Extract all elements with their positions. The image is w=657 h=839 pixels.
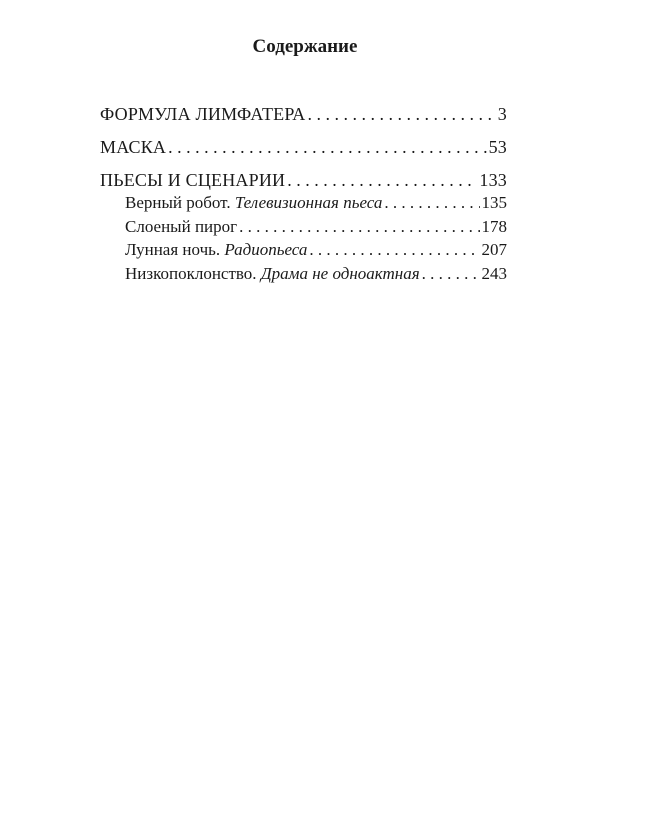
- toc-subentry-title: Верный робот. Телевизионная пьеса: [125, 193, 383, 212]
- dot-leader: [384, 191, 479, 215]
- toc-entry-maska: [100, 136, 507, 158]
- toc-entry-page: 3: [497, 104, 507, 124]
- toc-entry-title: ПЬЕСЫ И СЦЕНАРИИ: [100, 170, 286, 190]
- toc-subentry-nizkopoklonstvo: [100, 262, 507, 286]
- dot-leader: [422, 262, 480, 286]
- toc-subentry-verny-robot: [100, 191, 507, 215]
- dot-leader: [307, 103, 495, 125]
- dot-leader: [309, 238, 479, 262]
- toc-entry-title: МАСКА: [100, 137, 167, 157]
- toc-subentry-sloeny-pirog: [100, 215, 507, 239]
- toc-subentry-page: 135: [481, 193, 507, 212]
- dot-leader: [168, 136, 486, 158]
- dot-leader: [239, 215, 479, 239]
- toc-subentry-title: Слоеный пирог: [125, 216, 238, 236]
- toc-subentry-page: 207: [481, 240, 507, 259]
- toc-entry-formula-limfatera: [100, 103, 507, 125]
- toc-entry-page: 53: [488, 137, 507, 157]
- toc-subentry-genre: Радиопьеса: [224, 240, 308, 259]
- toc-subentry-title: Низкопоклонство. Драма не одноактная: [125, 263, 420, 283]
- toc-subentry-genre: Телевизионная пьеса: [234, 193, 383, 212]
- toc-subentry-lunnaya-noch: [100, 238, 507, 262]
- dot-leader: [287, 169, 477, 191]
- table-of-contents: [100, 103, 507, 285]
- toc-subentry-title: Лунная ночь. Радиопьеса: [125, 240, 308, 259]
- toc-entry-page: 133: [479, 170, 507, 190]
- toc-subentry-page: 178: [481, 216, 507, 236]
- page-title: Содержание: [252, 36, 358, 57]
- toc-subentry-page: 243: [481, 263, 507, 283]
- toc-subentry-genre: Драма не одноактная: [260, 263, 420, 283]
- toc-entry-plays-and-scripts: [100, 169, 507, 191]
- toc-entry-title: ФОРМУЛА ЛИМФАТЕРА: [100, 104, 306, 124]
